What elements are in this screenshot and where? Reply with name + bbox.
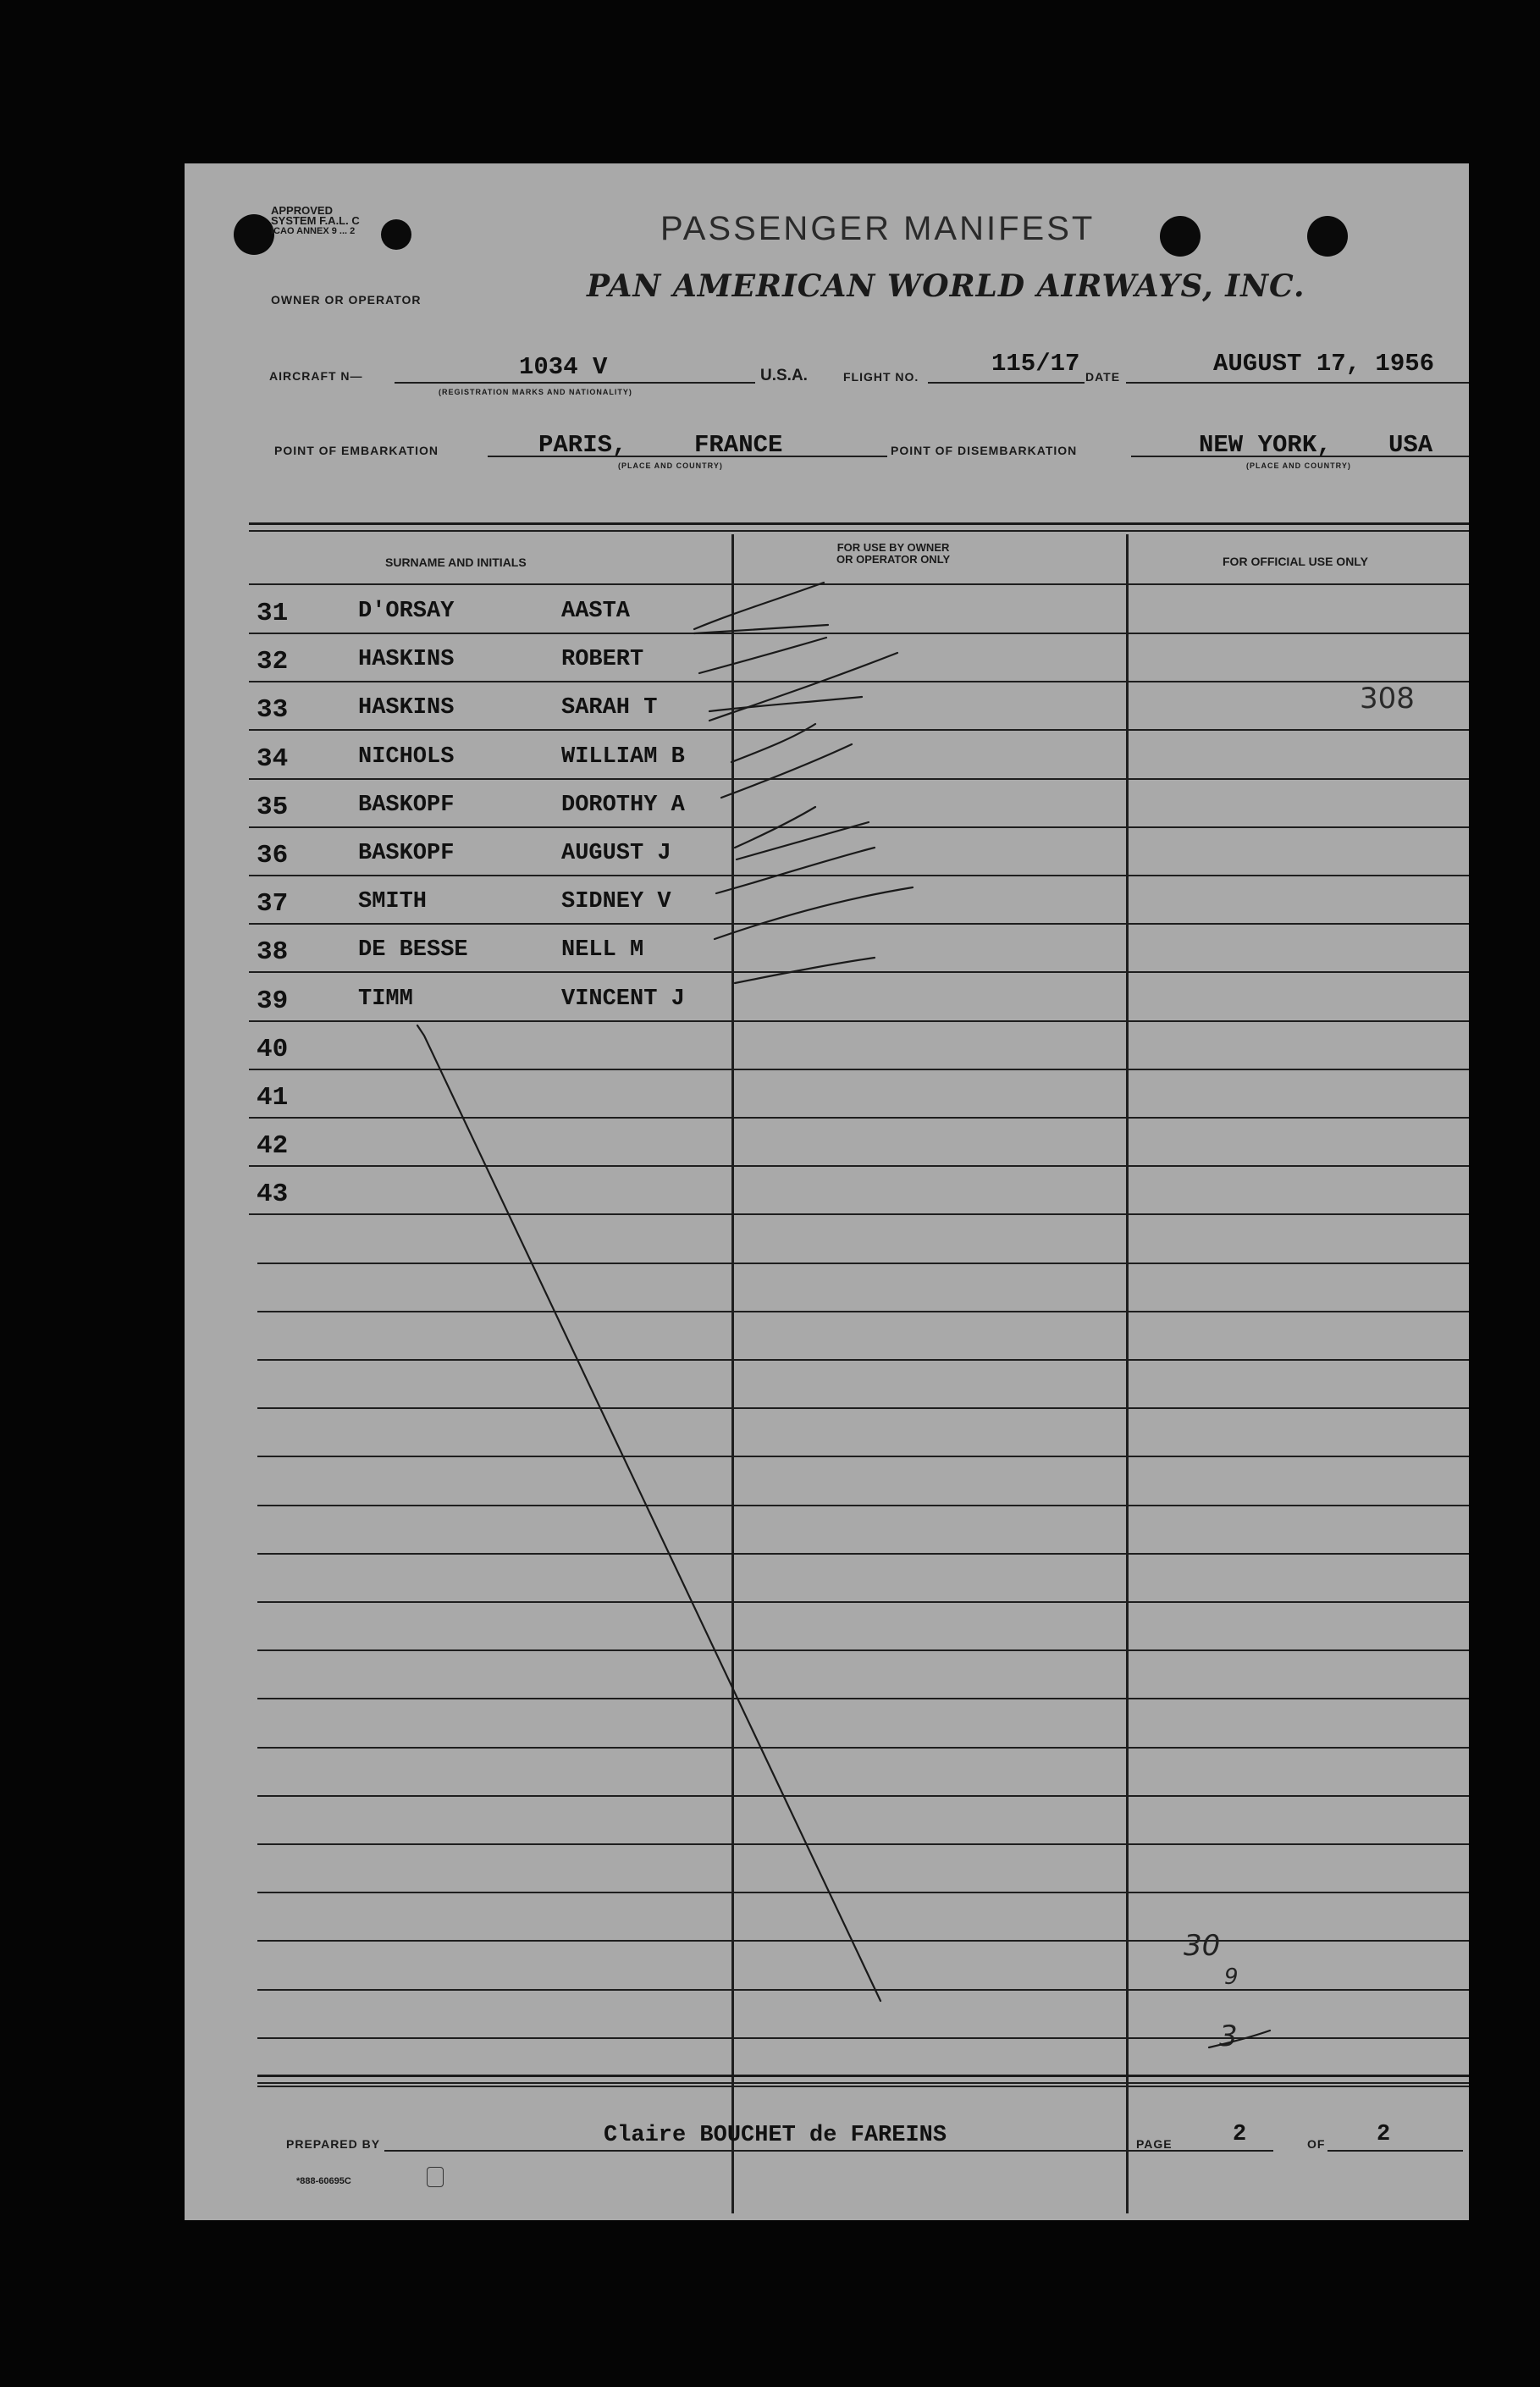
date-value: AUGUST 17, 1956 — [1213, 350, 1435, 378]
row-number: 42 — [257, 1131, 289, 1161]
passenger-surname: D'ORSAY — [358, 599, 455, 624]
tally-2: 9 — [1224, 1964, 1239, 1990]
approval-line-2: SYSTEM F.A.L. C — [271, 214, 360, 227]
owner-use-line-1: FOR USE BY OWNER — [836, 541, 950, 554]
column-header-official: FOR OFFICIAL USE ONLY — [1223, 555, 1368, 568]
tally-3: 3 — [1219, 2020, 1238, 2053]
of-label: OF — [1307, 2137, 1326, 2151]
row-number: 38 — [257, 937, 289, 967]
passenger-surname: DE BESSE — [358, 937, 468, 963]
page-title: PASSENGER MANIFEST — [660, 210, 1096, 247]
place-note-disembark: (PLACE AND COUNTRY) — [1246, 461, 1351, 470]
passenger-given-name: AASTA — [561, 599, 631, 624]
row-number: 40 — [257, 1035, 289, 1064]
approval-line-1: APPROVED — [271, 204, 333, 217]
row-number: 33 — [257, 695, 289, 725]
passenger-given-name: SARAH T — [561, 695, 658, 721]
approval-line-3: ICAO ANNEX 9 ... 2 — [271, 226, 356, 236]
passenger-given-name: ROBERT — [561, 647, 644, 672]
country-label: U.S.A. — [760, 367, 808, 384]
passenger-surname: TIMM — [358, 986, 413, 1012]
place-note-embark: (PLACE AND COUNTRY) — [618, 461, 723, 470]
embark-country: FRANCE — [694, 431, 783, 459]
disembark-label: POINT OF DISEMBARKATION — [891, 444, 1078, 457]
owner-use-line-2: OR OPERATOR ONLY — [836, 553, 951, 566]
page-value: 2 — [1233, 2122, 1247, 2147]
row-number: 36 — [257, 841, 289, 870]
form-code: *888-60695C — [296, 2176, 351, 2186]
disembark-city: NEW YORK, — [1199, 431, 1332, 459]
tally-1: 30 — [1184, 1929, 1221, 1963]
row-number: 35 — [257, 793, 289, 822]
owner-label: OWNER OR OPERATOR — [271, 293, 422, 307]
company-name: PAN AMERICAN WORLD AIRWAYS, INC. — [587, 268, 1305, 304]
passenger-given-name: VINCENT J — [561, 986, 685, 1012]
prepared-value: Claire BOUCHET de FAREINS — [604, 2123, 947, 2148]
passenger-surname: SMITH — [358, 889, 428, 914]
embark-label: POINT OF EMBARKATION — [274, 444, 439, 457]
passenger-surname: BASKOPF — [358, 841, 455, 866]
manifest-sheet — [185, 163, 1469, 2220]
passenger-given-name: SIDNEY V — [561, 889, 671, 914]
row-number: 39 — [257, 986, 289, 1016]
passenger-given-name: WILLIAM B — [561, 744, 685, 770]
row-number: 34 — [257, 744, 289, 774]
date-label: DATE — [1085, 370, 1121, 384]
row-number: 41 — [257, 1083, 289, 1113]
passenger-given-name: DOROTHY A — [561, 793, 685, 818]
passenger-surname: BASKOPF — [358, 793, 455, 818]
registration-note: (REGISTRATION MARKS AND NATIONALITY) — [439, 388, 632, 396]
prepared-label: PREPARED BY — [286, 2137, 381, 2151]
passenger-surname: HASKINS — [358, 647, 455, 672]
handwritten-marks — [185, 163, 1469, 2220]
passenger-surname: NICHOLS — [358, 744, 455, 770]
of-value: 2 — [1377, 2122, 1391, 2147]
aircraft-value: 1034 V — [519, 353, 608, 381]
row-number: 43 — [257, 1180, 289, 1209]
flight-label: FLIGHT NO. — [843, 370, 919, 384]
row-number: 32 — [257, 647, 289, 677]
flight-value: 115/17 — [991, 350, 1080, 378]
page-label: PAGE — [1136, 2137, 1173, 2151]
disembark-country: USA — [1388, 431, 1433, 459]
row-number: 37 — [257, 889, 289, 919]
passenger-given-name: AUGUST J — [561, 841, 671, 866]
column-header-surname: SURNAME AND INITIALS — [385, 555, 527, 569]
embark-city: PARIS, — [538, 431, 627, 459]
passenger-given-name: NELL M — [561, 937, 644, 963]
official-note: 308 — [1360, 682, 1415, 716]
aircraft-label: AIRCRAFT N— — [269, 369, 363, 383]
passenger-surname: HASKINS — [358, 695, 455, 721]
row-number: 31 — [257, 599, 289, 628]
